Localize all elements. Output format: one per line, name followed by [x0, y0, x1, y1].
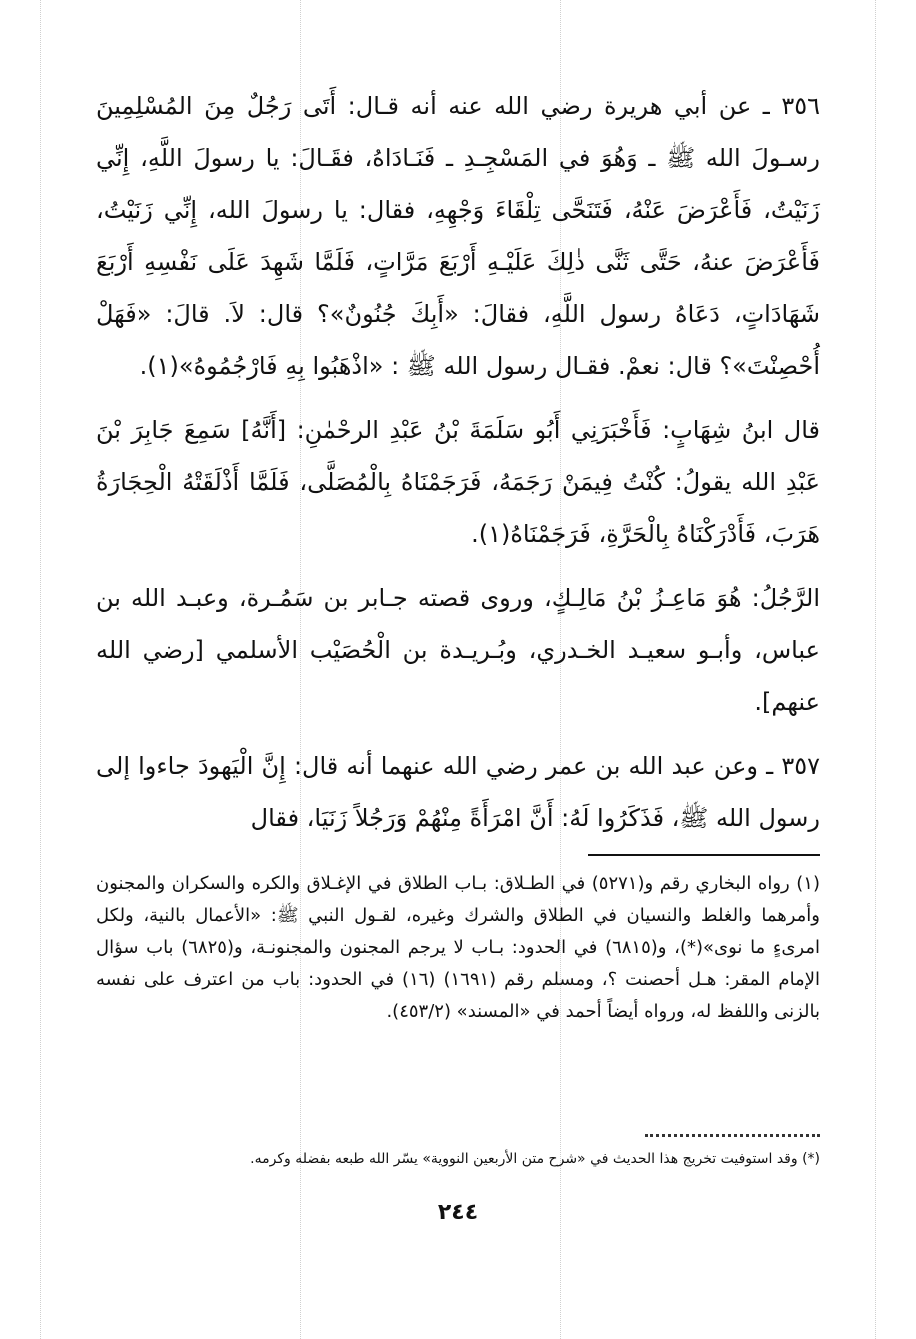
footnote-1: (١) رواه البخاري رقم و(٥٢٧١) في الطـلاق: بـاب الطلاق في الإغـلاق والكره والسكران والمجنون وأمرهما والغلط والنسيان في الطلاق والشرك وغيره، لقـول النبي ﷺ: «الأعمال بالنية، ولكل امرىءٍ ما نوى»(*)، و(٦٨١٥) في الحدود: بـاب لا يرجم المجنون والمجنونـة، و(٦٨٢٥) باب سؤال الإمام المقر: هـل أحصنت ؟، ومسلم رقم (١٦٩١) (١٦) في الحدود: باب من اعترف على نفسه بالزنى واللفظ له، ورواه أيضاً أحمد في «المسند» (٤٥٣/٢). — [96, 873, 820, 1022]
page-number: ٢٤٤ — [437, 1200, 479, 1225]
book-page — [96, 80, 820, 1339]
dotted-separator — [645, 1134, 820, 1137]
footnote-separator — [588, 854, 820, 856]
commentary-paragraph: الرَّجُلُ: هُوَ مَاعِـزُ بْنُ مَالِـكٍ، وروى قصته جـابر بن سَمُـرة، وعبـد الله بن عباس، وأبـو سعيـد الخـدري، وبُـريـدة بن الْحُصَيْب الأسلمي [رضي الله عنهم]. — [96, 584, 820, 716]
scan-artifact — [40, 0, 41, 1339]
scan-artifact — [875, 0, 876, 1339]
hadith-357: ٣٥٧ ـ وعن عبد الله بن عمر رضي الله عنهما أنه قال: إِنَّ الْيَهودَ جاءوا إلى رسول الله ﷺ، فَذَكَرُوا لَهُ: أَنَّ امْرَأَةً مِنْهُمْ وَرَجُلاً زَنَيَا، فقال — [96, 752, 820, 832]
star-note: (*) وقد استوفيت تخريج هذا الحديث في «شرح متن الأربعين النووية» يسّر الله طبعه بفضله وكرمه. — [250, 1151, 820, 1167]
ibn-shihab-narration: قال ابنُ شِهَابٍ: فَأَخْبَرَنِي أَبُو سَلَمَةَ بْنُ عَبْدِ الرحْمٰنِ: [أَنَّهُ] سَمِعَ جَابِرَ بْنَ عَبْدِ الله يقولُ: كُنْتُ فِيمَنْ رَجَمَهُ، فَرَجَمْنَاهُ بِالْمُصَلَّى، فَلَمَّا أَذْلَقَتْهُ الْحِجَارَةُ هَرَبَ، فَأَدْرَكْنَاهُ بِالْحَرَّةِ، فَرَجَمْنَاهُ(١). — [96, 416, 820, 548]
hadith-356: ٣٥٦ ـ عن أبي هريرة رضي الله عنه أنه قـال: أَتَى رَجُلٌ مِنَ المُسْلِمِينَ رسـولَ الله ﷺ ـ وَهُوَ في المَسْجِـدِ ـ فَنَـادَاهُ، فقَـالَ: يا رسولَ اللَّهِ، إِنِّي زَنَيْتُ، فَأَعْرَضَ عَنْهُ، فَتَنَحَّى تِلْقَاءَ وَجْهِهِ، فقال: يا رسولَ الله، إِنِّي زَنَيْتُ، فَأَعْرَضَ عنهُ، حَتَّى ثَنَّى ذٰلِكَ عَلَيْـهِ أَرْبَعَ مَرَّاتٍ، فَلَمَّا شَهِدَ عَلَى نَفْسِهِ أَرْبَعَ شَهَادَاتٍ، دَعَاهُ رسول اللَّهِ، فقالَ: «أَبِكَ جُنُونٌ»؟ قال: لاَ. قالَ: «فَهَلْ أُحْصِنْتَ»؟ قال: نعمْ. فقـال رسول الله ﷺ : «اذْهَبُوا بِهِ فَارْجُمُوهُ»(١). — [96, 92, 820, 380]
